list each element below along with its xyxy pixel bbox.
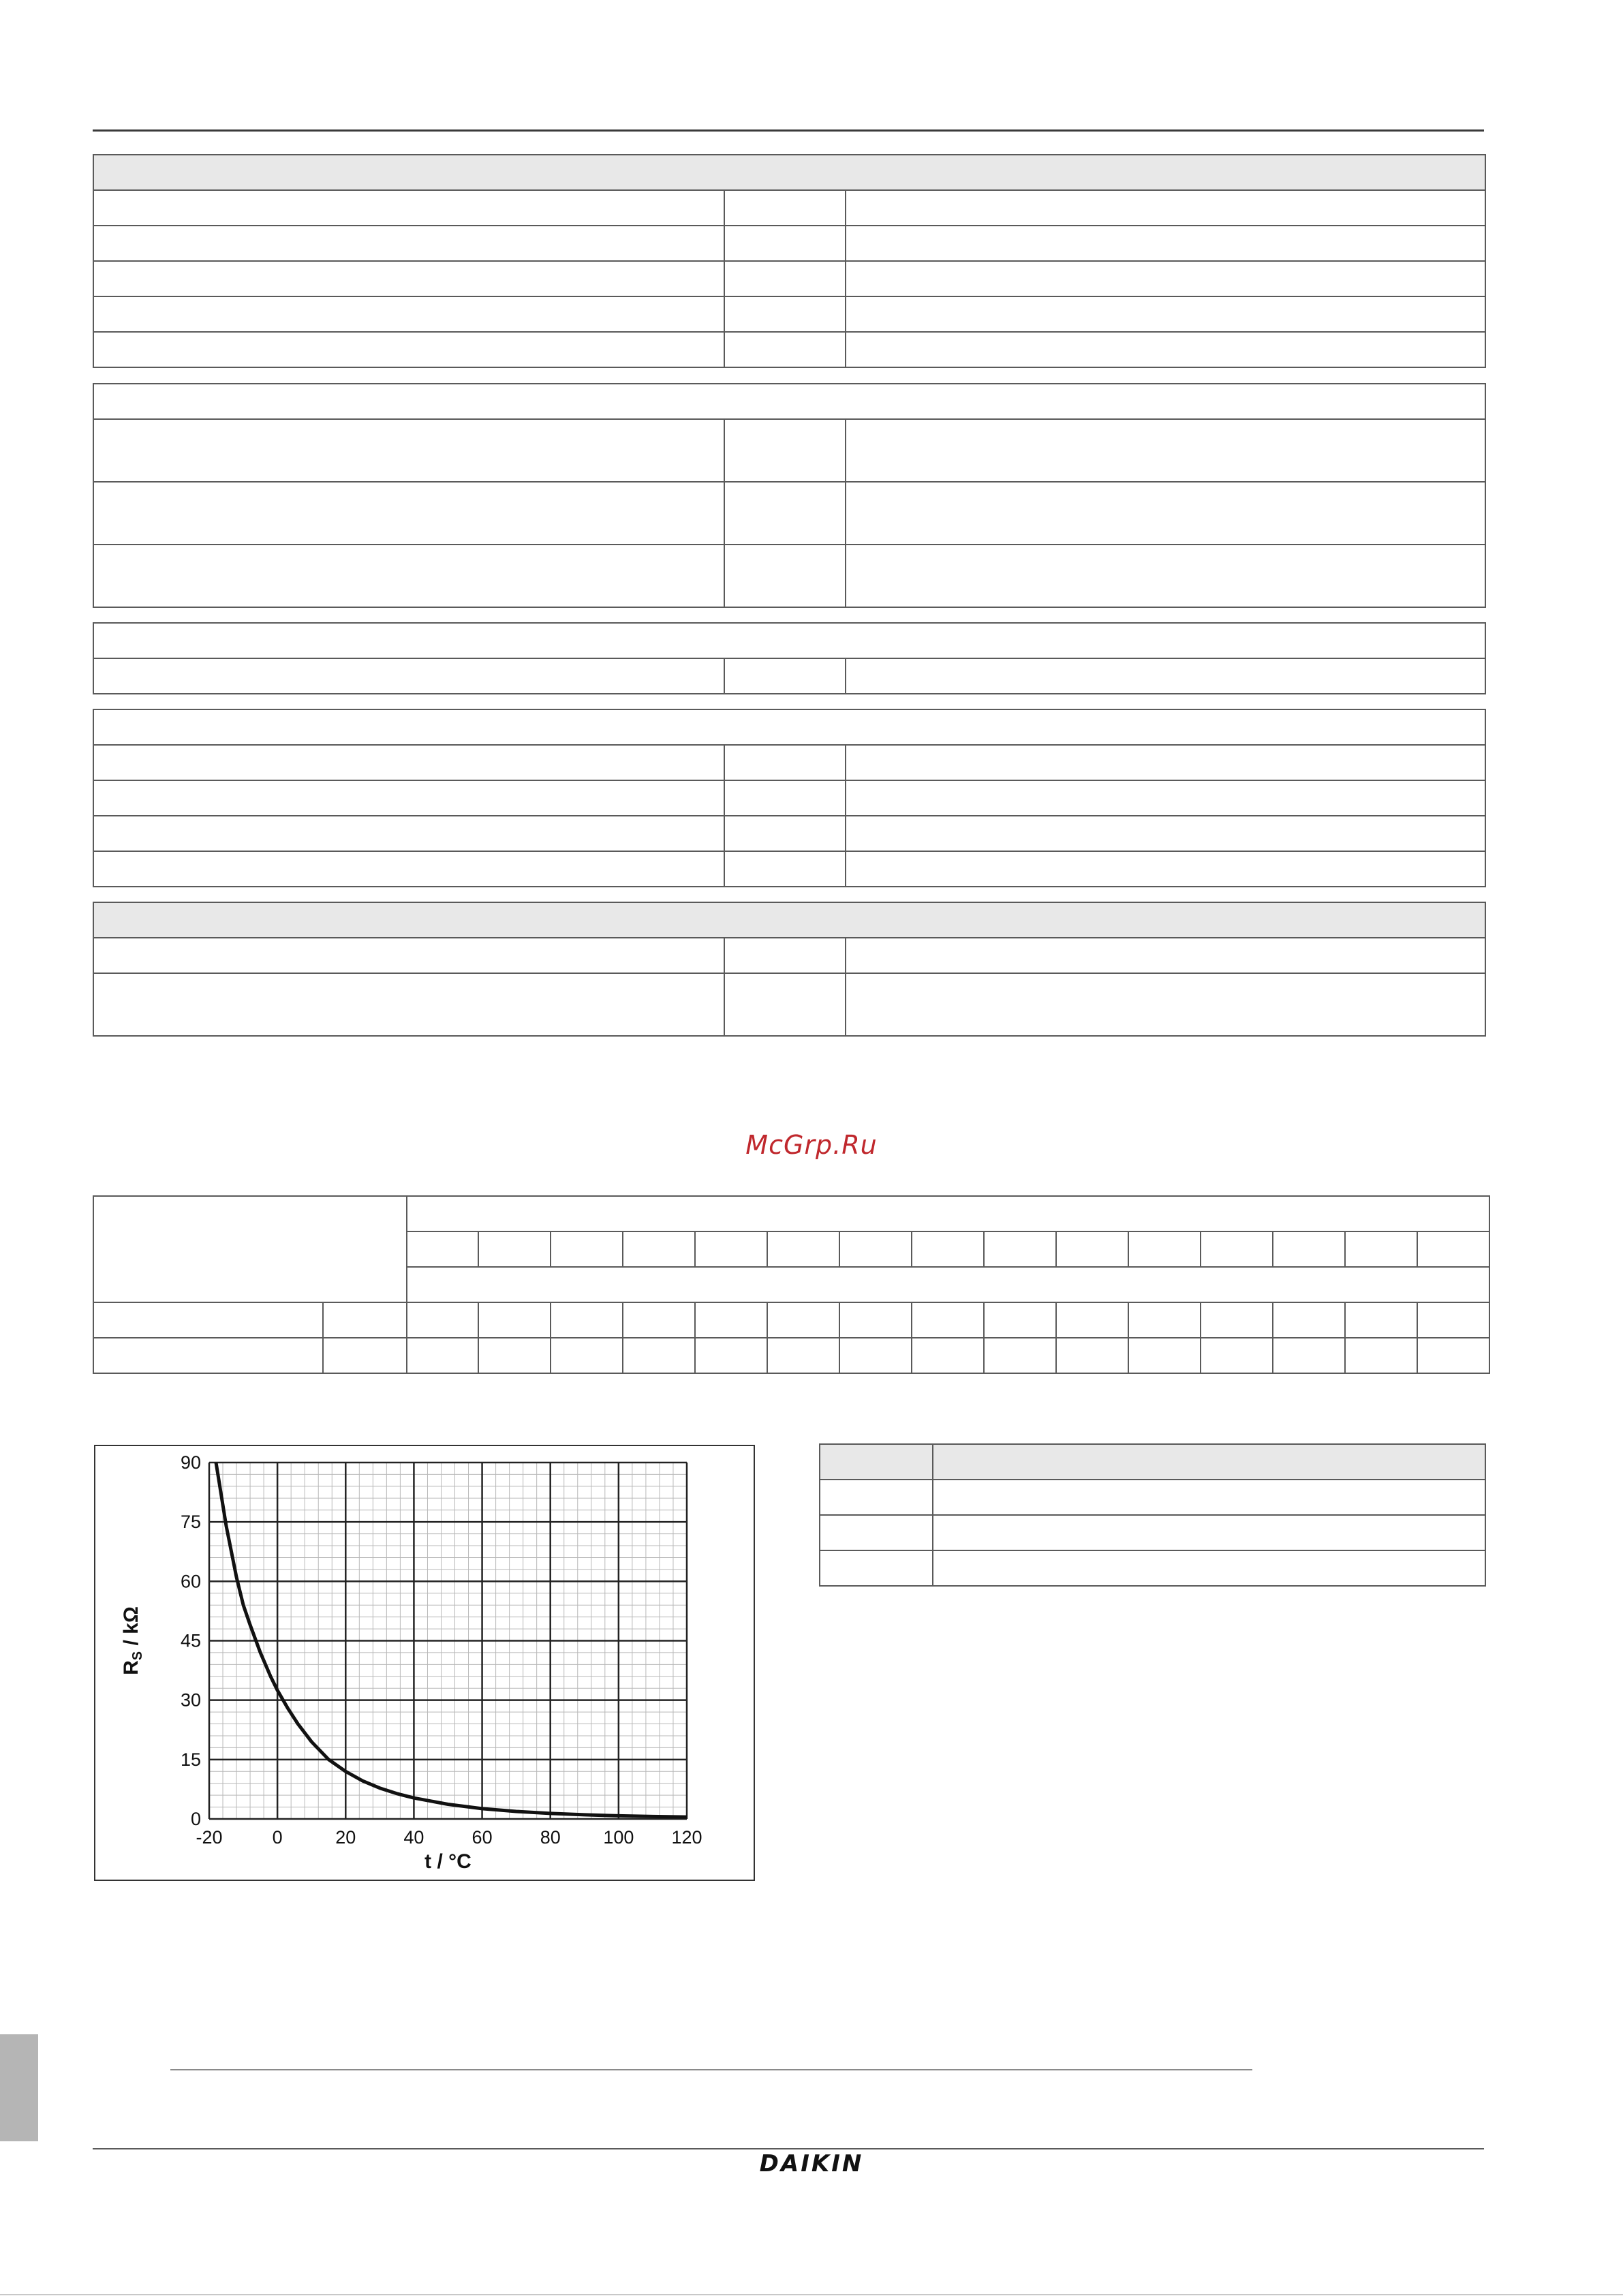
table-header-row — [820, 1444, 1485, 1480]
spec-table-3 — [93, 622, 1486, 694]
table-row — [93, 658, 1485, 694]
table-row — [93, 780, 1485, 816]
table-header-cell — [407, 1267, 1489, 1302]
bottom-rule — [0, 2294, 1623, 2295]
y-axis-label: $R_S$ / kΩ — [120, 1606, 145, 1675]
table-row — [93, 419, 1485, 482]
table-corner-cell — [93, 1196, 407, 1302]
table-row — [93, 1302, 1489, 1338]
resistance-curve — [216, 1463, 687, 1817]
y-tick-label: 75 — [180, 1512, 201, 1533]
y-tick-label: 30 — [180, 1689, 201, 1711]
table-section-header — [93, 384, 1485, 419]
y-tick-label: 90 — [180, 1452, 201, 1473]
resistance-table — [93, 1195, 1490, 1374]
table-row — [820, 1480, 1485, 1515]
footnote-rule — [170, 2069, 1252, 2070]
x-tick-label: 120 — [671, 1827, 702, 1848]
watermark-text: McGrp.Ru — [745, 1130, 878, 1160]
table-row — [93, 482, 1485, 545]
legend-table — [819, 1443, 1486, 1587]
table-row — [93, 816, 1485, 851]
side-tab — [0, 2034, 38, 2141]
x-tick-label: 0 — [272, 1827, 283, 1848]
resistance-chart — [95, 1446, 754, 1880]
x-tick-label: 20 — [335, 1827, 356, 1848]
table-row — [93, 973, 1485, 1036]
spec-table-2 — [93, 383, 1486, 608]
table-row — [93, 745, 1485, 780]
table-row — [820, 1515, 1485, 1550]
resistance-chart-frame — [94, 1445, 755, 1881]
x-tick-label: 100 — [603, 1827, 634, 1848]
x-tick-label: 40 — [403, 1827, 424, 1848]
x-tick-label: -20 — [196, 1827, 223, 1848]
table-row — [93, 938, 1485, 973]
table-row — [93, 296, 1485, 332]
y-tick-label: 15 — [180, 1749, 201, 1770]
spec-table-5 — [93, 902, 1486, 1037]
table-row — [93, 261, 1485, 296]
y-tick-label: 45 — [180, 1630, 201, 1651]
table-row — [820, 1550, 1485, 1586]
x-axis-label: t / °C — [424, 1850, 472, 1873]
table-row — [93, 190, 1485, 226]
top-rule — [93, 129, 1484, 132]
spec-table-1 — [93, 154, 1486, 368]
table-row — [93, 226, 1485, 261]
table-row — [93, 332, 1485, 367]
table-section-header — [93, 623, 1485, 658]
x-tick-label: 80 — [540, 1827, 561, 1848]
y-tick-label: 0 — [190, 1809, 201, 1829]
table-header-cell — [407, 1196, 1489, 1231]
daikin-logo: DAIKIN — [759, 2150, 864, 2177]
footer-rule — [93, 2148, 1484, 2149]
table-section-header — [93, 709, 1485, 745]
table-section-header — [93, 155, 1485, 190]
table-row — [93, 1338, 1489, 1373]
table-section-header — [93, 902, 1485, 938]
table-row — [93, 545, 1485, 607]
x-tick-label: 60 — [472, 1827, 493, 1848]
spec-table-4 — [93, 709, 1486, 887]
y-tick-label: 60 — [180, 1571, 201, 1592]
table-row — [93, 851, 1485, 887]
